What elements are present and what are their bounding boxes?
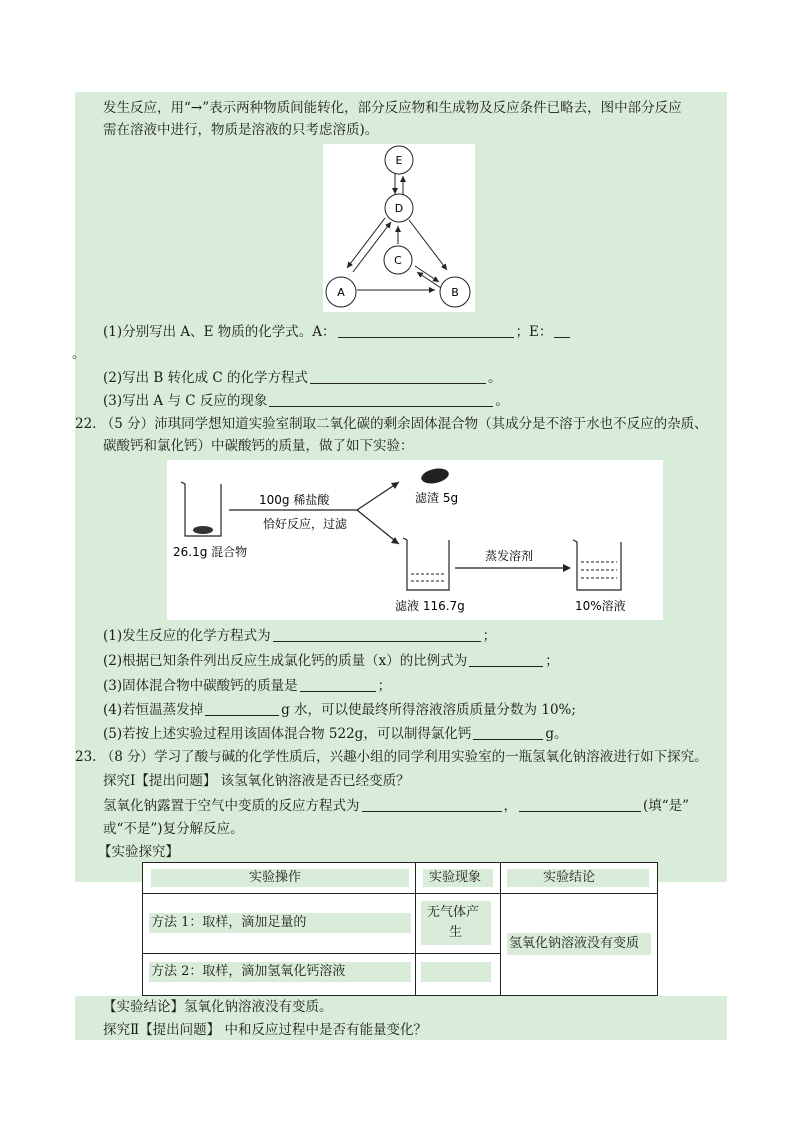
q23-line3-mid: ， [503,798,517,814]
answer-blank-water[interactable] [205,700,279,716]
answer-blank-naoh-equation[interactable] [362,796,502,812]
q22-part1 [103,626,496,646]
q21-part3-text: (3)写出 A 与 C 反应的现象 [103,393,268,409]
q22-experiment-figure [167,460,663,620]
answer-blank-caco3-mass[interactable] [300,676,376,692]
table-vline-1 [415,863,416,995]
q22-part4-prefix: (4)若恒温蒸发掉 [103,702,204,718]
answer-blank-cacl2[interactable] [473,724,543,740]
node-b: B [451,286,459,299]
q23-section-title: 【实验探究】 [98,844,179,860]
q21-intro-line2: 需在溶液中进行，物质是溶液的只考虑溶质)。 [103,122,379,138]
row1-phenomenon-a: 无气体产 [427,905,480,920]
filtrate-label: 滤液 116.7g [395,599,465,613]
row2-phenomenon-blank[interactable] [421,962,491,982]
q21-part1 [103,322,572,342]
q22-part4 [103,700,576,720]
header-conclusion: 实验结论 [543,870,596,885]
q23-line3 [103,796,689,816]
q23-next-line: 探究Ⅱ【提出问题】 中和反应过程中是否有能量变化？ [103,1022,427,1038]
row2-operation: 方法 2：取样，滴加氢氧化钙溶液 [151,964,346,979]
experiment-table [142,862,658,996]
table-hline-header [143,893,657,894]
node-e: E [395,154,403,167]
q22-part2-end: ； [545,653,559,669]
residue-label: 滤渣 5g [415,491,459,505]
q22-part5-prefix: (5)若按上述实验过程用该固体混合物 522g，可以制得氯化钙 [103,726,472,742]
answer-blank-ratio[interactable] [469,651,543,667]
node-c: C [394,254,402,267]
q21-part2 [103,368,502,388]
q22-line1: 22. （5 分）沛琪同学想知道实验室制取二氧化碳的剩余固体混合物（其成分是不溶于水也不反应的杂质、 [75,416,708,432]
q23-line4: 或“不是”)复分解反应。 [103,821,244,837]
q22-part3-end: ； [377,678,392,694]
q21-part3-end: 。 [495,393,509,409]
mixture-label: 26.1g 混合物 [173,545,248,559]
q23-conclusion-line: 【实验结论】氢氧化钠溶液没有变质。 [103,999,333,1015]
q23-line1: 23. （8 分）学习了酸与碱的化学性质后，兴趣小组的同学利用实验室的一瓶氢氧化钠溶液进行如下探究。 [75,749,708,765]
q21-conversion-diagram [323,144,475,312]
q22-part1-end: ； [482,628,497,644]
arrow-bottom-label: 恰好反应，过滤 [263,517,348,531]
q22-part5 [103,724,567,744]
q21-part1-sep: ；E： [515,324,553,340]
header-operation: 实验操作 [249,870,302,885]
table-hline-row1 [143,953,500,954]
q22-part2 [103,651,559,671]
answer-blank-e[interactable] [554,322,570,338]
node-d: D [394,202,404,215]
q23-line3-suffix: (填“是” [643,798,690,814]
q22-part1-text: (1)发生反应的化学方程式为 [103,628,271,644]
answer-blank-a[interactable] [338,322,514,338]
q21-part3 [103,391,509,411]
q21-part1-text: (1)分别写出 A、E 物质的化学式。A： [103,324,336,340]
evaporate-label: 蒸发溶剂 [485,549,534,563]
q21-intro-line1: 发生反应，用“→”表示两种物质间能转化，部分反应物和生成物及反应条件已略去，图中部分反应 [103,100,682,116]
q22-part4-suffix: g 水，可以使最终所得溶液溶质质量分数为 10%; [281,702,576,718]
q22-part3 [103,676,391,696]
answer-blank-equation[interactable] [273,626,481,642]
q22-part2-text: (2)根据已知条件列出反应生成氯化钙的质量（x）的比例式为 [103,653,468,669]
row1-phenomenon-b: 生 [449,925,463,940]
q22-part3-text: (3)固体混合物中碳酸钙的质量是 [103,678,298,694]
row1-operation: 方法 1：取样，滴加足量的 [151,915,307,930]
q21-part2-end: 。 [488,370,502,386]
answer-blank-is-double-decomposition[interactable] [519,796,641,812]
conclusion-text: 氢氧化钠溶液没有变质 [509,936,640,951]
q22-line2: 碳酸钙和氯化钙）中碳酸钙的质量，做了如下实验： [103,438,414,454]
q21-part2-text: (2)写出 B 转化成 C 的化学方程式 [103,370,309,386]
q21-part1-end: 。 [72,346,86,362]
answer-blank-a-c-phenomenon[interactable] [269,391,493,407]
q23-line2: 探究Ⅰ【提出问题】 该氢氧化钠溶液是否已经变质？ [103,773,410,789]
header-phenomenon: 实验现象 [429,870,482,885]
node-a: A [337,286,345,299]
q23-line3-prefix: 氢氧化钠露置于空气中变质的反应方程式为 [103,798,360,814]
answer-blank-b-to-c[interactable] [310,368,486,384]
arrow-top-label: 100g 稀盐酸 [259,493,330,507]
solution-label: 10%溶液 [575,599,626,613]
table-vline-2 [500,863,501,995]
q22-part5-suffix: g。 [545,726,568,742]
